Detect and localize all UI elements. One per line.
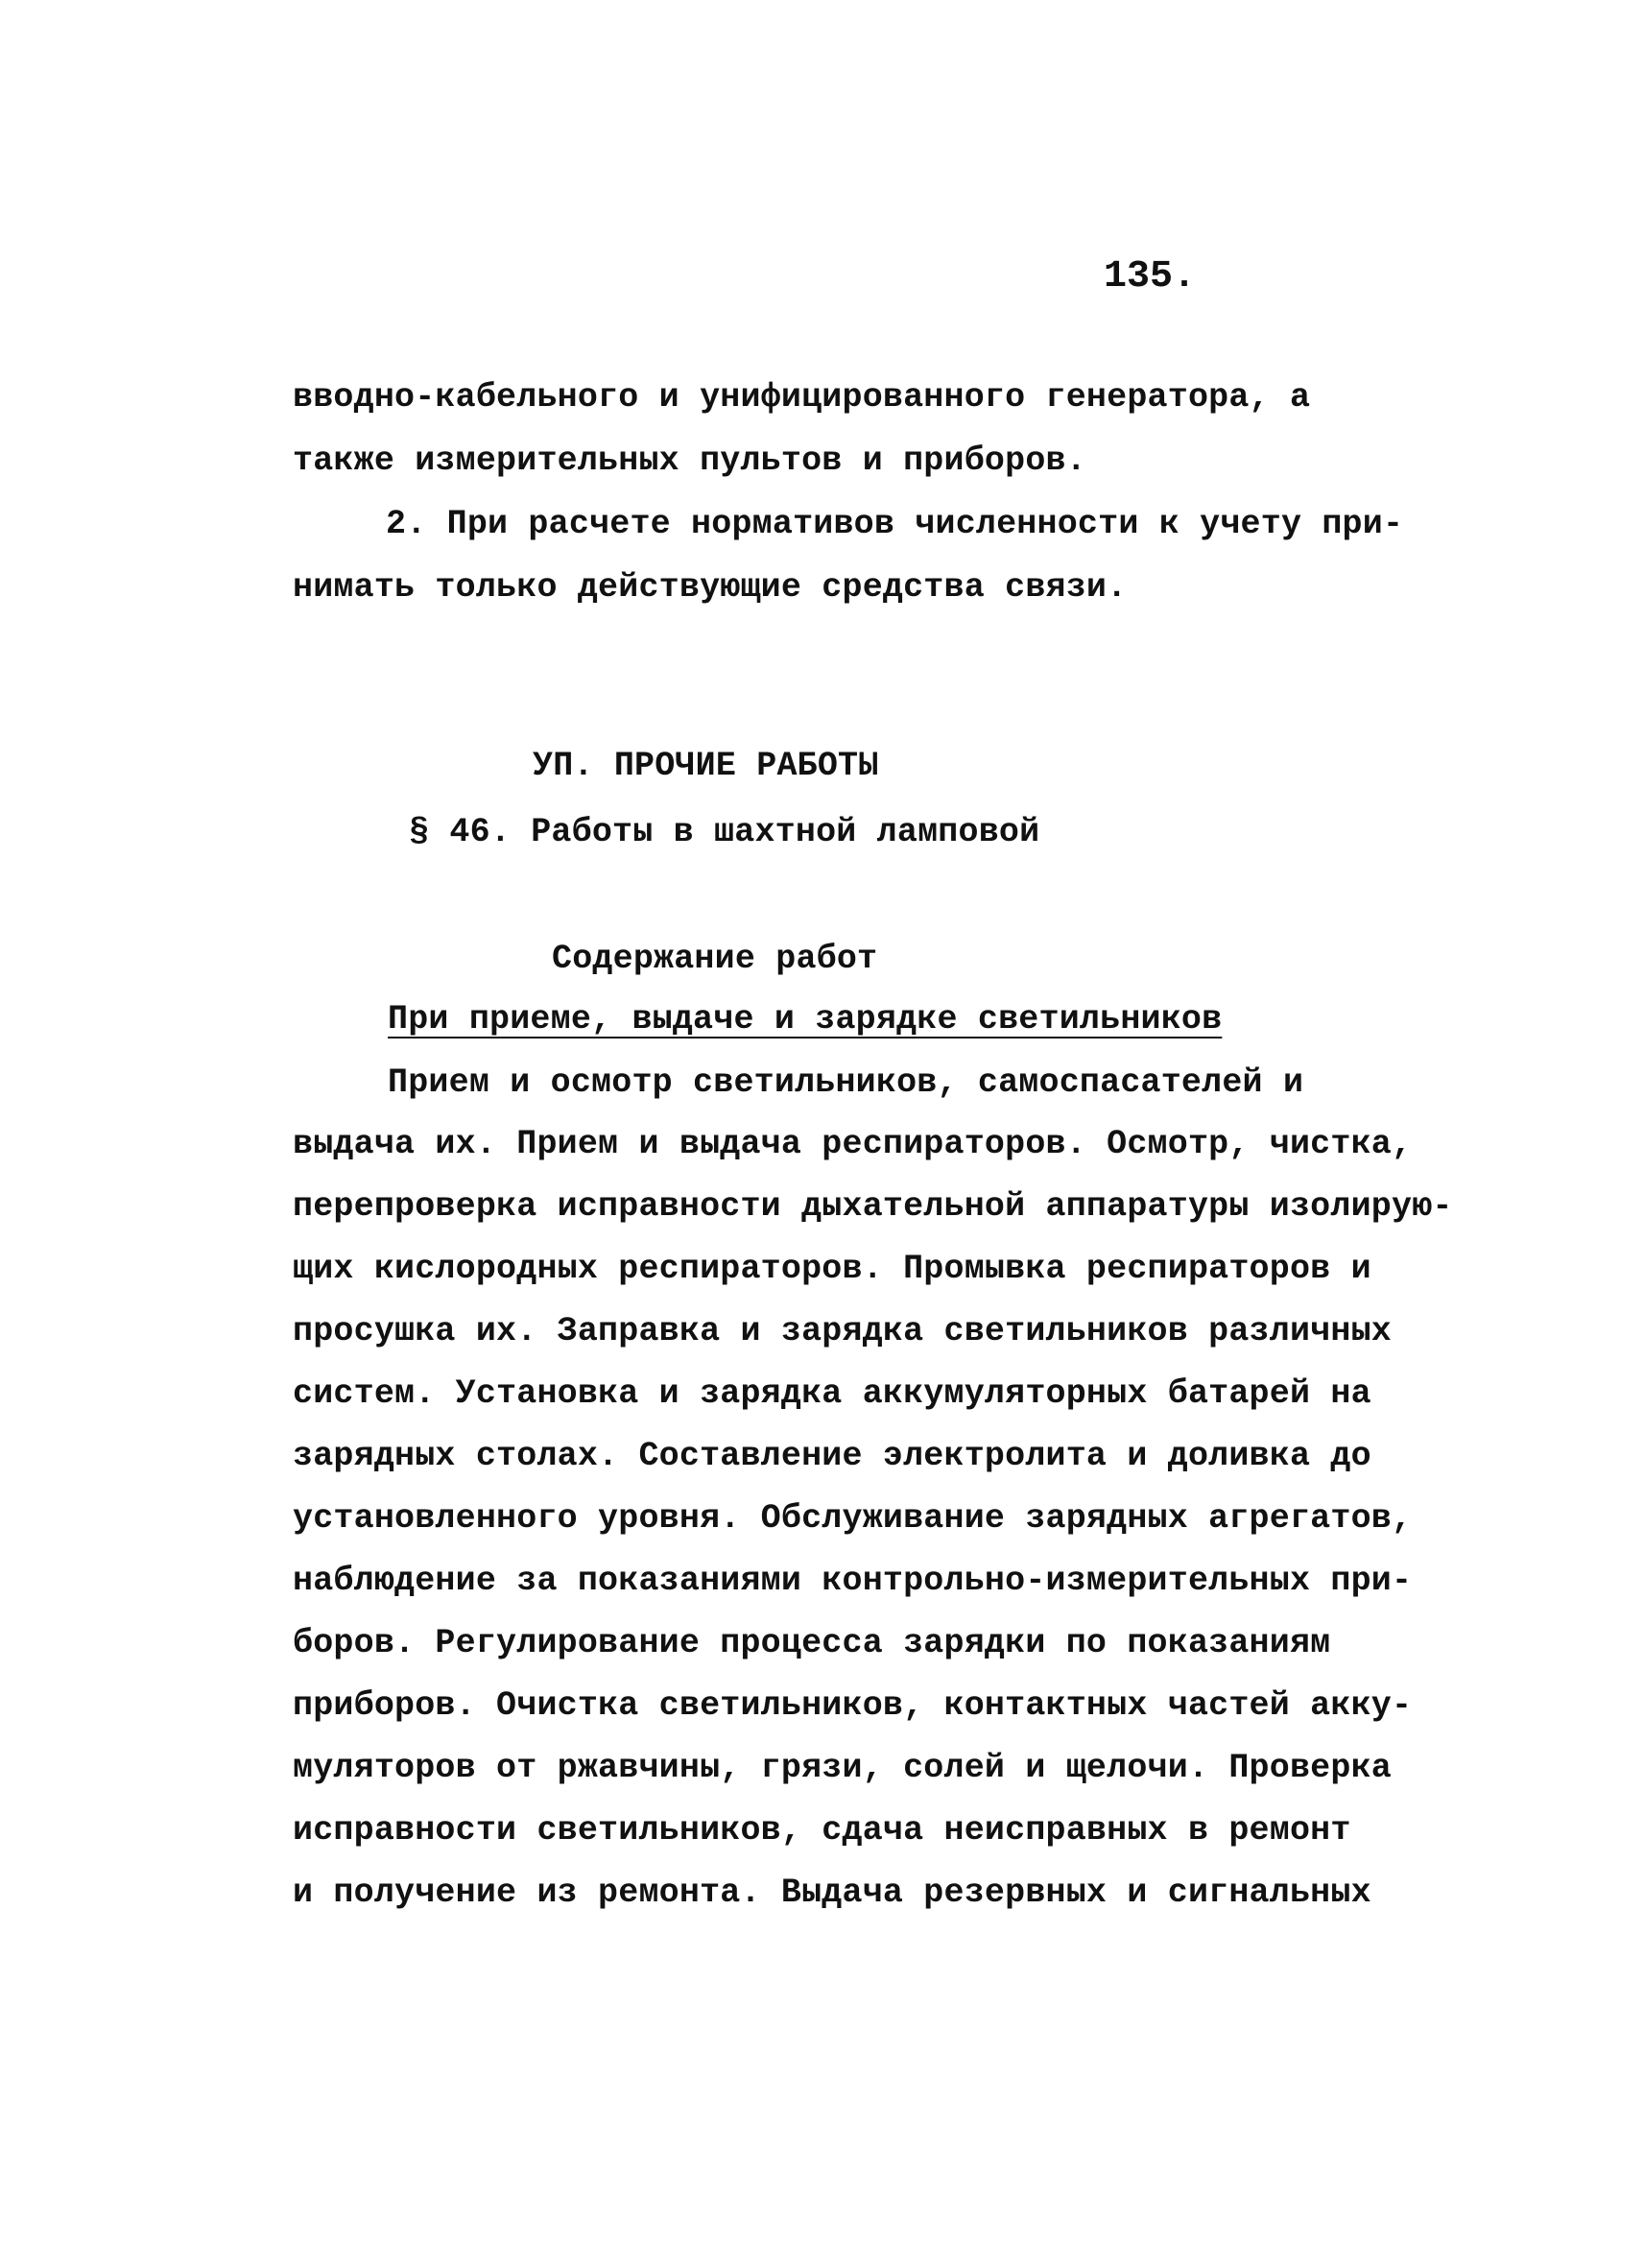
intro-line-2: также измерительных пультов и приборов. bbox=[293, 442, 1086, 480]
body-line-14: и получение из ремонта. Выдача резервных и сигнальных bbox=[293, 1874, 1371, 1912]
body-line-8: установленного уровня. Обслуживание зарядных агрегатов, bbox=[293, 1499, 1413, 1538]
note-2-line-1: 2. При расчете нормативов численности к учету при- bbox=[386, 505, 1404, 543]
body-line-13: исправности светильников, сдача неисправных в ремонт bbox=[293, 1811, 1351, 1850]
subheading: При приеме, выдаче и зарядке светильников bbox=[388, 1000, 1223, 1039]
body-line-4: щих кислородных респираторов. Промывка респираторов и bbox=[293, 1250, 1371, 1288]
body-line-1: Прием и осмотр светильников, самоспасателей и bbox=[388, 1063, 1304, 1102]
note-2-line-2: нимать только действующие средства связи. bbox=[293, 568, 1128, 607]
body-line-2: выдача их. Прием и выдача респираторов. Осмотр, чистка, bbox=[293, 1125, 1413, 1163]
intro-line-1: вводно-кабельного и унифицированного генератора, а bbox=[293, 378, 1311, 417]
body-line-11: приборов. Очистка светильников, контактных частей акку- bbox=[293, 1686, 1413, 1725]
content-heading: Содержание работ bbox=[552, 940, 878, 978]
section-title: УП. ПРОЧИЕ РАБОТЫ bbox=[533, 747, 879, 785]
body-line-7: зарядных столах. Составление электролита и доливка до bbox=[293, 1437, 1371, 1475]
body-line-10: боров. Регулирование процесса зарядки по показаниям bbox=[293, 1624, 1331, 1662]
body-line-3: перепроверка исправности дыхательной аппаратуры изолирую- bbox=[293, 1187, 1453, 1226]
body-line-5: просушка их. Заправка и зарядка светильников различных bbox=[293, 1312, 1392, 1350]
body-line-9: наблюдение за показаниями контрольно-измерительных при- bbox=[293, 1562, 1413, 1600]
body-line-12: муляторов от ржавчины, грязи, солей и щелочи. Проверка bbox=[293, 1749, 1392, 1787]
paragraph-title: § 46. Работы в шахтной ламповой bbox=[409, 813, 1040, 851]
body-line-6: систем. Установка и зарядка аккумуляторных батарей на bbox=[293, 1374, 1371, 1413]
page-number: 135. bbox=[1104, 255, 1197, 298]
